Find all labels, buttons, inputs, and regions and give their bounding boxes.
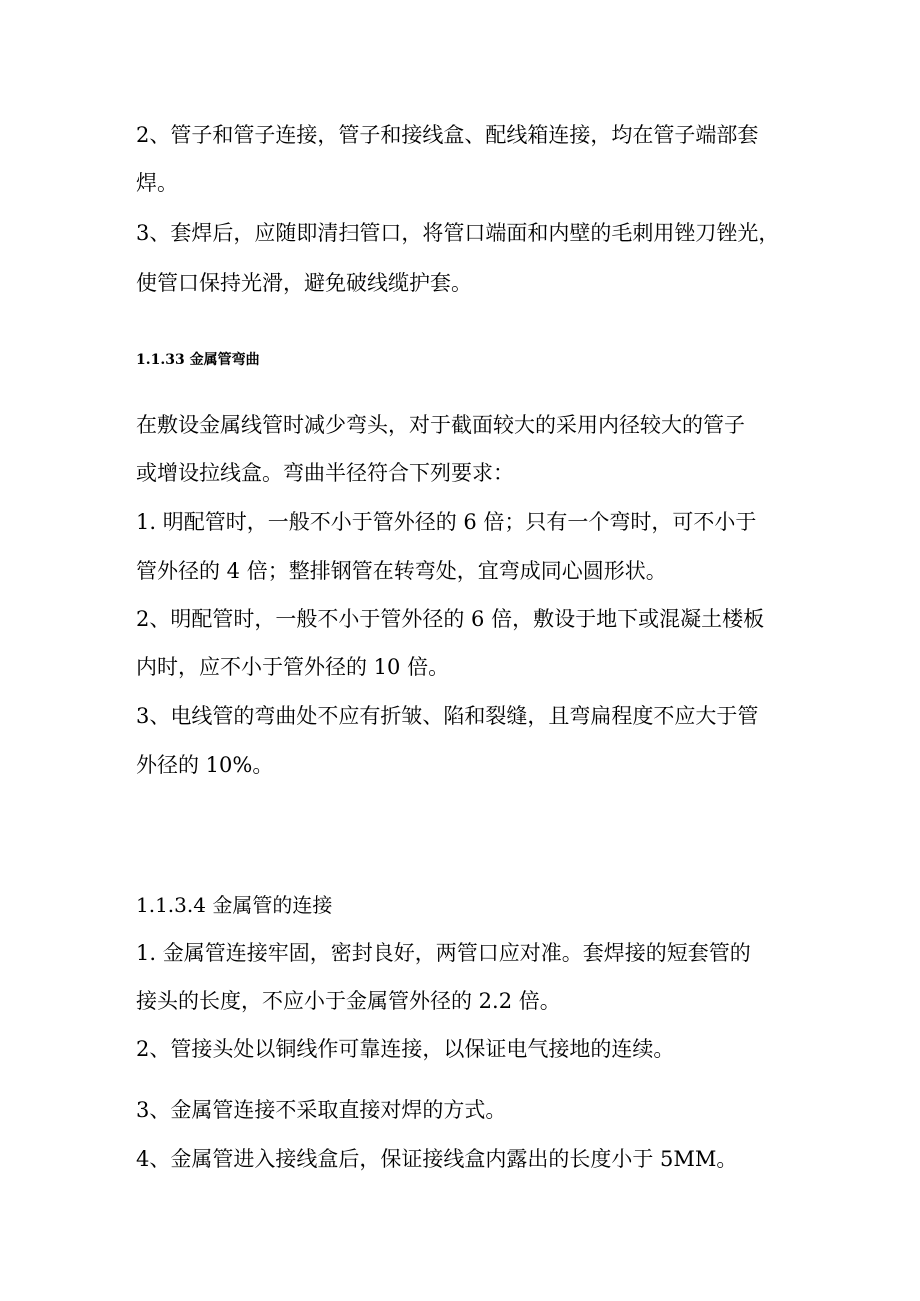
paragraph-line: 3、金属管连接不采取直接对焊的方式。 [136, 1098, 507, 1122]
paragraph-line: 3、电线管的弯曲处不应有折皱、陷和裂缝，且弯扁程度不应大于管 [136, 704, 759, 728]
paragraph-line: 4、金属管进入接线盒后，保证接线盒内露出的长度小于 5MM。 [136, 1147, 738, 1171]
paragraph-line: 焊。 [136, 171, 178, 195]
paragraph-line: 在敷设金属线管时减少弯头，对于截面较大的采用内径较大的管子 [136, 413, 745, 437]
paragraph-line: 外径的 10%。 [136, 753, 274, 777]
paragraph-line: 内时，应不小于管外径的 10 倍。 [136, 655, 450, 679]
paragraph-line: 管外径的 4 倍；整排钢管在转弯处，宜弯成同心圆形状。 [136, 559, 667, 583]
paragraph-line: 2、管子和管子连接，管子和接线盒、配线箱连接，均在管子端部套 [136, 123, 759, 147]
paragraph-line: 使管口保持光滑，避免破线缆护套。 [136, 271, 472, 295]
paragraph-line: 或增设拉线盒。弯曲半径符合下列要求： [136, 461, 514, 485]
paragraph-line: 2、管接头处以铜线作可靠连接，以保证电气接地的连续。 [136, 1037, 675, 1061]
paragraph-line: 3、套焊后，应随即清扫管口，将管口端面和内壁的毛刺用锉刀锉光， [136, 221, 780, 245]
paragraph-line: 1. 金属管连接牢固，密封良好，两管口应对准。套焊接的短套管的 [136, 941, 751, 965]
paragraph-line: 1. 明配管时，一般不小于管外径的 6 倍；只有一个弯时，可不小于 [136, 510, 757, 534]
section-heading: 1.1.33 金属管弯曲 [136, 352, 260, 368]
paragraph-line: 接头的长度，不应小于金属管外径的 2.2 倍。 [136, 989, 561, 1013]
section-heading: 1.1.3.4 金属管的连接 [136, 893, 333, 917]
paragraph-line: 2、明配管时，一般不小于管外径的 6 倍，敷设于地下或混凝土楼板 [136, 607, 765, 631]
